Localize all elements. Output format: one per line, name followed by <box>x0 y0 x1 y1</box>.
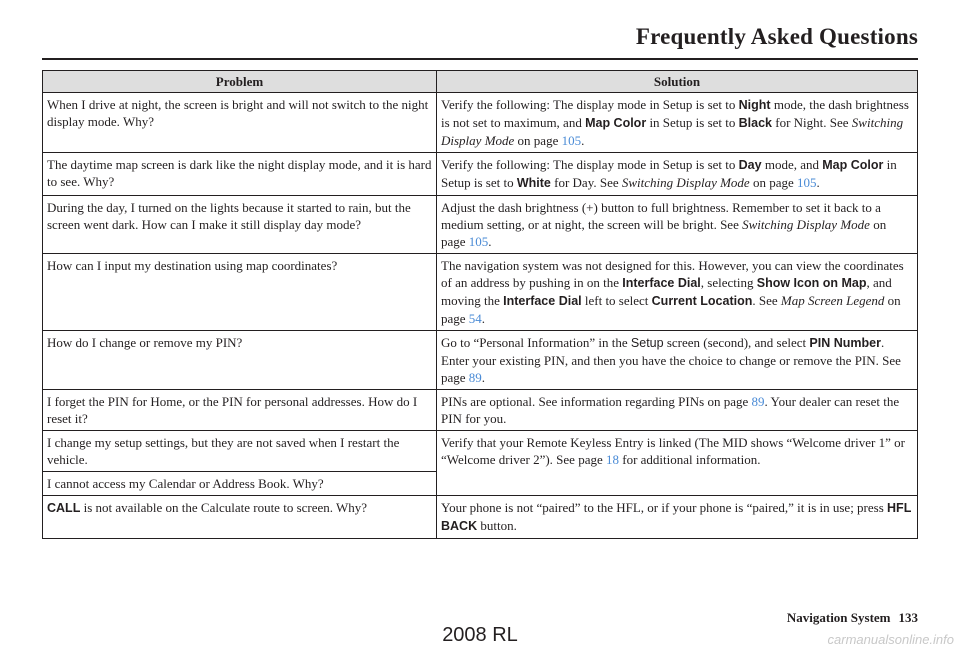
table-row <box>43 93 918 153</box>
table-row <box>43 153 918 196</box>
page-link[interactable]: 54 <box>468 311 482 326</box>
text-run: on page <box>441 293 901 326</box>
section-reference: Switching Display Mode <box>441 115 904 148</box>
control-name: Current Location <box>651 294 753 308</box>
text-run: Adjust the dash brightness (+) button to full brightness. Remember to set it back to a medium setting, or at night, the screen will be bright. See <box>441 200 881 232</box>
table-row <box>43 331 918 390</box>
problem-cell: I forget the PIN for Home, or the PIN for personal addresses. How do I reset it? <box>43 390 437 431</box>
table-header-row <box>43 71 918 93</box>
text-run: . <box>481 311 486 326</box>
text-run: The navigation system was not designed for this. However, you can view the coordinates of an address by pushing in on the <box>441 258 904 290</box>
table-row <box>43 254 918 331</box>
problem-cell: How can I input my destination using map coordinates? <box>43 254 437 331</box>
table-row <box>43 196 918 254</box>
problem-cell: When I drive at night, the screen is bright and will not switch to the night display mode. Why? <box>43 93 437 153</box>
table-row <box>43 390 918 431</box>
problem-cell: During the day, I turned on the lights because it started to rain, but the screen went dark. How can I make it still display day mode? <box>43 196 437 254</box>
control-name: Black <box>738 116 772 130</box>
problem-cell: How do I change or remove my PIN? <box>43 331 437 390</box>
control-name: Interface Dial <box>503 294 582 308</box>
page-link[interactable]: 105 <box>561 133 582 148</box>
footer-section-label: Navigation System <box>786 610 891 625</box>
page-link[interactable]: 105 <box>468 234 489 249</box>
section-reference: Switching Display Mode <box>742 217 870 232</box>
table-row <box>43 496 918 539</box>
text-run: Your phone is not “paired” to the HFL, or if your phone is “paired,” it is in use; press <box>441 500 888 515</box>
page-number: 133 <box>898 610 918 625</box>
text-run: for additional information. <box>618 452 761 467</box>
text-run: Verify the following: The display mode in Setup is set to <box>441 97 739 112</box>
text-run: . <box>581 133 585 148</box>
text-run: PINs are optional. See information regarding PINs on page <box>441 394 752 409</box>
control-name: Day <box>738 158 762 172</box>
section-reference: Map Screen Legend <box>780 293 885 308</box>
page-title: Frequently Asked Questions <box>635 24 918 49</box>
text-run: . <box>481 370 486 385</box>
title-divider <box>42 58 918 60</box>
text-run: for Day. See <box>550 175 622 190</box>
control-name: Map Color <box>822 158 884 172</box>
text-run: Go to “Personal Information” in the <box>441 335 631 350</box>
text-run: . <box>816 175 820 190</box>
page-link[interactable]: 105 <box>797 175 817 190</box>
control-name: Night <box>738 98 771 112</box>
text-run: on page <box>441 217 887 249</box>
control-name: HFL BACK <box>441 501 912 533</box>
control-name: Interface Dial <box>622 276 701 290</box>
problem-cell: The daytime map screen is dark like the night display mode, and it is hard to see. Why? <box>43 153 437 196</box>
solution-cell <box>437 93 918 153</box>
site-watermark: carmanualsonline.info <box>827 632 954 647</box>
problem-column-header: Problem <box>43 71 437 93</box>
text-run: screen (second), and select <box>663 335 810 350</box>
problem-cell <box>43 496 437 539</box>
text-run: . Your dealer can reset the PIN for you. <box>441 394 900 426</box>
solution-cell <box>437 196 918 254</box>
faq-table <box>42 70 918 539</box>
text-run: mode, and <box>761 157 823 172</box>
problem-cell: I cannot access my Calendar or Address Book. Why? <box>43 472 437 496</box>
solution-cell <box>437 153 918 196</box>
text-run: . Enter your existing PIN, and then you have the choice to change or remove the PIN. See page <box>441 335 901 385</box>
solution-cell <box>437 254 918 331</box>
text-run: in Setup is set to <box>646 115 739 130</box>
solution-cell <box>437 431 918 496</box>
control-name: Map Color <box>585 116 647 130</box>
text-run: in Setup is set to <box>441 157 897 190</box>
text-run: is not available on the Calculate route to screen. Why? <box>80 500 368 515</box>
solution-cell <box>437 496 918 539</box>
section-reference: Switching Display Mode <box>621 175 750 190</box>
control-name: White <box>516 176 551 190</box>
text-run: on page <box>514 133 562 148</box>
text-run: . <box>488 234 492 249</box>
problem-cell: I change my setup settings, but they are not saved when I restart the vehicle. <box>43 431 437 472</box>
table-row <box>43 431 918 472</box>
text-run: , and moving the <box>441 275 892 308</box>
solution-cell <box>437 331 918 390</box>
control-name: Show Icon on Map <box>756 276 867 290</box>
text-run: left to select <box>581 293 652 308</box>
text-run: for Night. See <box>772 115 852 130</box>
page-link[interactable]: 89 <box>751 394 765 409</box>
text-run: . See <box>752 293 781 308</box>
text-run: Verify that your Remote Keyless Entry is linked (The MID shows “Welcome driver 1” or “Welcome driver 2”). See page <box>441 435 905 467</box>
control-name: CALL <box>47 501 81 515</box>
page-link[interactable]: 89 <box>468 370 482 385</box>
model-watermark: 2008 RL <box>442 624 518 646</box>
control-name: Setup <box>630 336 664 350</box>
page-link[interactable]: 18 <box>605 452 619 467</box>
text-run: , selecting <box>700 275 757 290</box>
solution-column-header: Solution <box>437 71 918 93</box>
text-run: on page <box>749 175 797 190</box>
text-run: Verify the following: The display mode in Setup is set to <box>441 157 739 172</box>
text-run: button. <box>477 518 517 533</box>
text-run: mode, the dash brightness is not set to maximum, and <box>441 97 909 130</box>
control-name: PIN Number <box>809 336 881 350</box>
solution-cell <box>437 390 918 431</box>
